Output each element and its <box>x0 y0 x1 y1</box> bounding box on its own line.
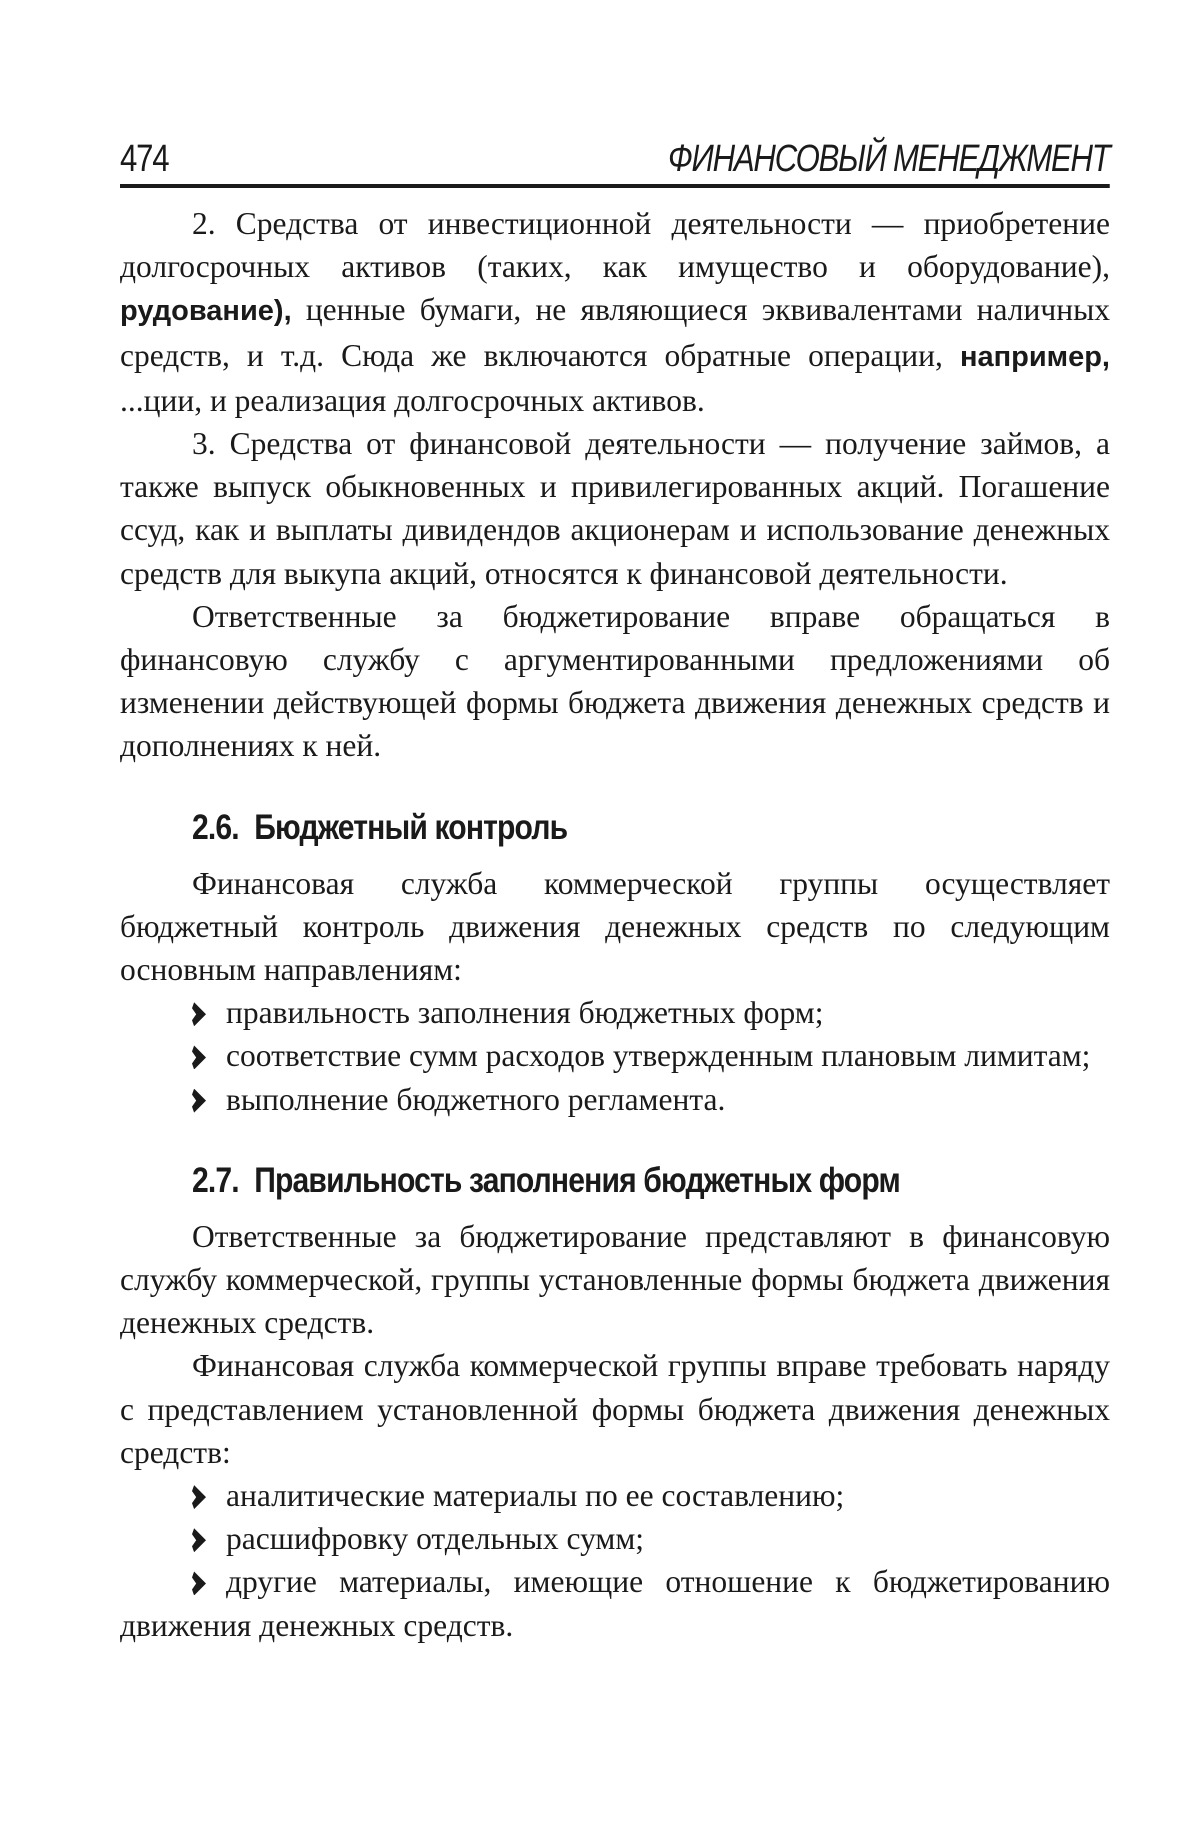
list-item <box>120 1034 1110 1077</box>
list-item <box>120 1078 1110 1121</box>
section-heading-2-7 <box>192 1161 981 1201</box>
list-item <box>120 1474 1110 1517</box>
paragraph-additional-materials: Финансовая служба коммерческой группы вправе требовать наряду с представлением установленной формы бюджета движения денежных средств: <box>120 1348 1110 1470</box>
bullet-arrow-icon <box>192 1002 206 1026</box>
bullet-arrow-icon <box>192 1089 206 1113</box>
list-item <box>120 1560 1110 1646</box>
bullet-arrow-icon <box>192 1045 206 1069</box>
bullet-list-materials <box>120 1474 1110 1647</box>
list-item-text: аналитические материалы по ее составлению; <box>226 1478 845 1514</box>
section-number: 2.6. <box>192 807 239 847</box>
overprinted-text: например, <box>959 340 1110 373</box>
list-item-text: выполнение бюджетного регламента. <box>226 1081 726 1117</box>
book-page <box>120 128 1110 1647</box>
paragraph-investing-activities <box>120 202 1110 422</box>
list-item-text: правильность заполнения бюджетных форм; <box>226 995 824 1031</box>
paragraph-budget-proposals: Ответственные за бюджетирование вправе обращаться в финансовую службу с аргументированными предложениями об изменении действующей формы бюджета движения денежных средств и дополнениях к ней. <box>120 598 1110 764</box>
running-title: ФИНАНСОВЫЙ МЕНЕДЖМЕНТ <box>668 138 1110 180</box>
bullet-list-budget-control <box>120 991 1110 1121</box>
paragraph-financing-activities: 3. Средства от финансовой деятельности — получение займов, а также выпуск обыкновенных и привилегированных акций. Погашение ссуд, как и выплаты дивидендов акционерам и использование денежных средств для выкупа акций, относятся к финансовой деятельности. <box>120 426 1110 591</box>
paragraph-text: ценные бумаги, не являющиеся эквивалентами наличных средств, и т.д. Сюда же включаются обратные операции, <box>120 292 1110 373</box>
list-item <box>120 1517 1110 1560</box>
section-number: 2.7. <box>192 1160 239 1200</box>
list-item-text: соответствие сумм расходов утвержденным плановым лимитам; <box>226 1038 1091 1074</box>
list-item-text: расшифровку отдельных сумм; <box>226 1521 645 1557</box>
paragraph-text: ...ции, и реализация долгосрочных активов. <box>120 382 705 418</box>
page-number: 474 <box>120 138 169 180</box>
overprinted-text: рудование), <box>120 295 292 328</box>
section-heading-2-6 <box>192 808 981 848</box>
list-item <box>120 991 1110 1034</box>
bullet-arrow-icon <box>192 1485 206 1509</box>
paragraph-text: 2. Средства от инвестиционной деятельности — приобретение долгосрочных активов (таких, как имущество и оборудование), <box>120 206 1110 285</box>
paragraph-budget-control-intro: Финансовая служба коммерческой группы осуществляет бюджетный контроль движения денежных средств по следующим основным направлениям: <box>120 865 1110 988</box>
bullet-arrow-icon <box>192 1571 206 1595</box>
bullet-arrow-icon <box>192 1528 206 1552</box>
body-text <box>120 202 1110 1647</box>
section-title: Бюджетный контроль <box>254 807 568 847</box>
section-title: Правильность заполнения бюджетных форм <box>254 1160 900 1200</box>
running-header <box>120 128 1110 188</box>
list-item-text: другие материалы, имеющие отношение к бюджетированию движения денежных средств. <box>120 1564 1110 1643</box>
paragraph-forms-submission: Ответственные за бюджетирование представляют в финансовую службу коммерческой, группы установленные формы бюджета движения денежных средств. <box>120 1218 1110 1341</box>
